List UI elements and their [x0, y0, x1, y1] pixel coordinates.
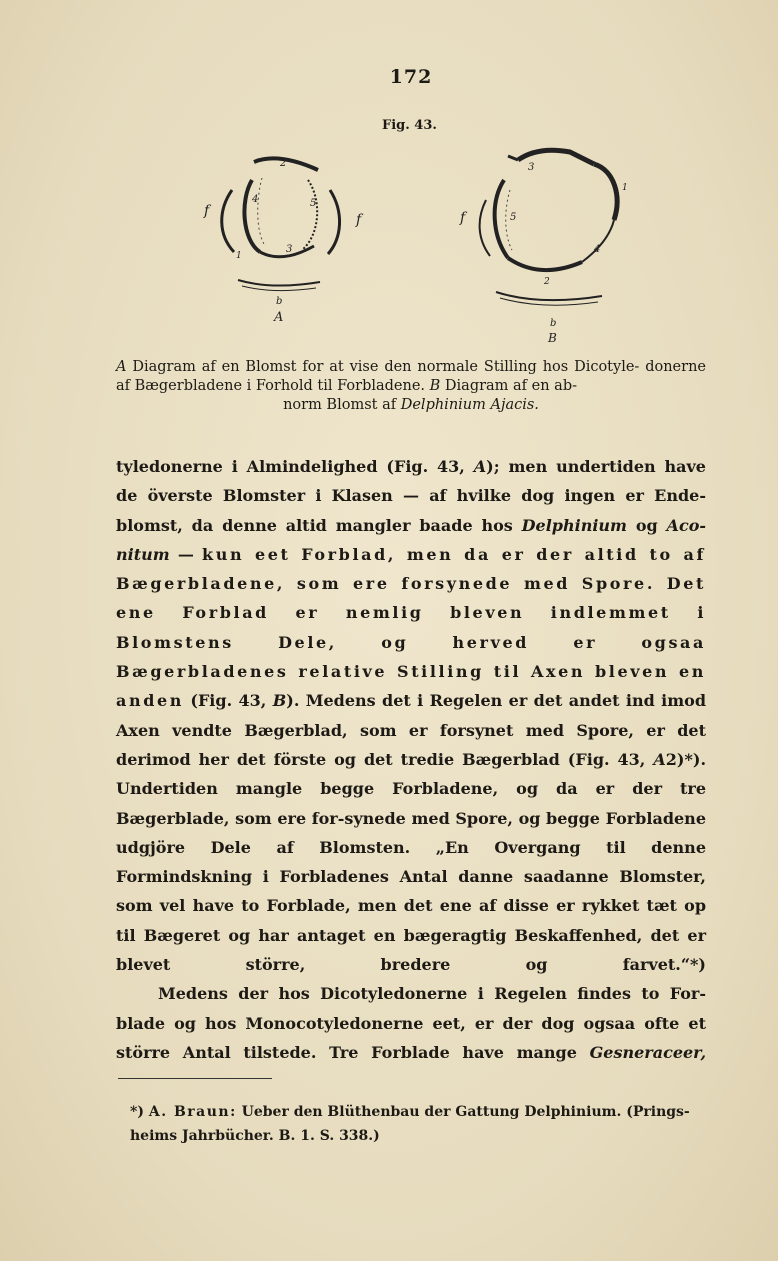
diagram-a-letter: A	[274, 310, 284, 325]
diagram-b-letter: B	[548, 331, 557, 345]
paragraph-2	[116, 979, 706, 1067]
diagram-b	[459, 150, 628, 345]
figure-caption	[116, 358, 706, 415]
diagram-b-label-5: 5	[510, 212, 517, 223]
figure-43-diagrams	[190, 140, 640, 345]
caption-letter-b: B	[429, 378, 441, 394]
figure-label: Fig. 43.	[382, 118, 437, 133]
diagram-b-label-2: 2	[544, 277, 550, 287]
p1-genus-aconitum: Aco-nitum	[116, 515, 707, 564]
diagram-a-label-2: 2	[280, 158, 287, 169]
body-text	[116, 452, 706, 1067]
caption-b-text-1: Diagram af en ab-	[444, 378, 578, 394]
p1-text-a: tyledonerne i Almindelighed (Fig. 43,	[116, 457, 465, 476]
diagram-b-label-b: b	[550, 318, 557, 329]
diagram-a-label-b: b	[276, 296, 283, 307]
footnote-marker: *)	[130, 1104, 144, 1120]
footnote-author: A. Braun:	[148, 1104, 237, 1120]
p1-genus-delphinium: Delphinium	[521, 515, 627, 535]
diagram-a-label-1: 1	[236, 251, 242, 261]
diagram-a-label-f-right: f	[356, 212, 362, 228]
diagram-b-label-3: 3	[528, 162, 535, 173]
diagram-b-label-f: f	[460, 210, 466, 226]
p2-genus-gesneraceer: Gesneraceer,	[589, 1042, 707, 1062]
caption-a-text-1: Diagram af en Blomst for at vise den normale Stilling hos Dicotyle-	[132, 359, 640, 375]
caption-b-text-2: norm Blomst af	[283, 397, 397, 413]
diagram-b-label-1: 1	[622, 183, 628, 193]
footnote	[130, 1100, 700, 1148]
caption-last-line	[116, 396, 706, 415]
page-number: 172	[389, 66, 433, 88]
p2-text-a: Medens der hos Dicotyledonerne i Regelen findes to For-blade og hos Monocotyledonerne eet, er der dog ogsaa ofte et större Antal tilstede. Tre Forblade have mange	[116, 984, 706, 1062]
p1-text-g: 2)*). Undertiden mangle begge Forbladene, og da er der tre Bægerblade, som ere for-synede med Spore, og begge Forbladene udgjöre Dele af Blomsten. „En Overgang til denne Formindskning i Forbladenes Antal danne saadanne Blomster, som vel have to Forblade, men det ene af disse er rykket tæt op til Bægeret og har antaget en bægeragtig Beskaffenhed, det er blevet större, bredere og farvet.“*)	[116, 749, 707, 975]
p1-spaced-text: kun eet Forblad, men da er der altid to af Bægerbladene, som ere forsynede med Spore. Det ene Forblad er nemlig bleven indlemmet i Blomstens Dele, og herved er ogsaa Bægerbladenes relative Stilling til Axen bleven en anden	[116, 544, 707, 711]
diagram-a-label-4: 4	[252, 194, 259, 205]
p1-fig-ref-b: B	[272, 691, 287, 711]
p1-text-d: —	[177, 544, 194, 564]
footnote-text: Ueber den Blüthenbau der Gattung Delphinium. (Prings-heims Jahrbücher. B. 1. S. 338.)	[130, 1104, 690, 1144]
diagram-a-label-5: 5	[310, 198, 317, 209]
caption-a-text-2: donerne af Bægerbladene i Forhold til Forbladene.	[116, 359, 706, 394]
p1-text-f: ). Medens det i Regelen er det andet ind imod Axen vendte Bægerblad, som er forsynet med Spore, er det derimod her det förste og det tredie Bægerblad (Fig. 43,	[116, 691, 707, 769]
p1-text-b: ); men undertiden have de överste Blomster i Klasen — af hvilke dog ingen er Ende-blomst, da denne altid mangler baade hos	[116, 457, 706, 535]
diagram-a-label-f-left: f	[204, 203, 210, 219]
diagram-a-label-3: 3	[286, 244, 293, 255]
p1-fig-ref-a2: A	[653, 749, 666, 769]
diagram-b-label-4: 4	[594, 244, 601, 255]
p1-fig-ref-a: A	[473, 457, 487, 476]
p1-text-c: og	[635, 515, 658, 535]
caption-letter-a: A	[116, 359, 127, 375]
diagram-a	[203, 158, 364, 325]
p1-text-e: (Fig. 43,	[190, 691, 267, 711]
caption-species: Delphinium Ajacis.	[400, 397, 539, 413]
footnote-rule	[118, 1078, 272, 1079]
paragraph-1	[116, 452, 706, 979]
